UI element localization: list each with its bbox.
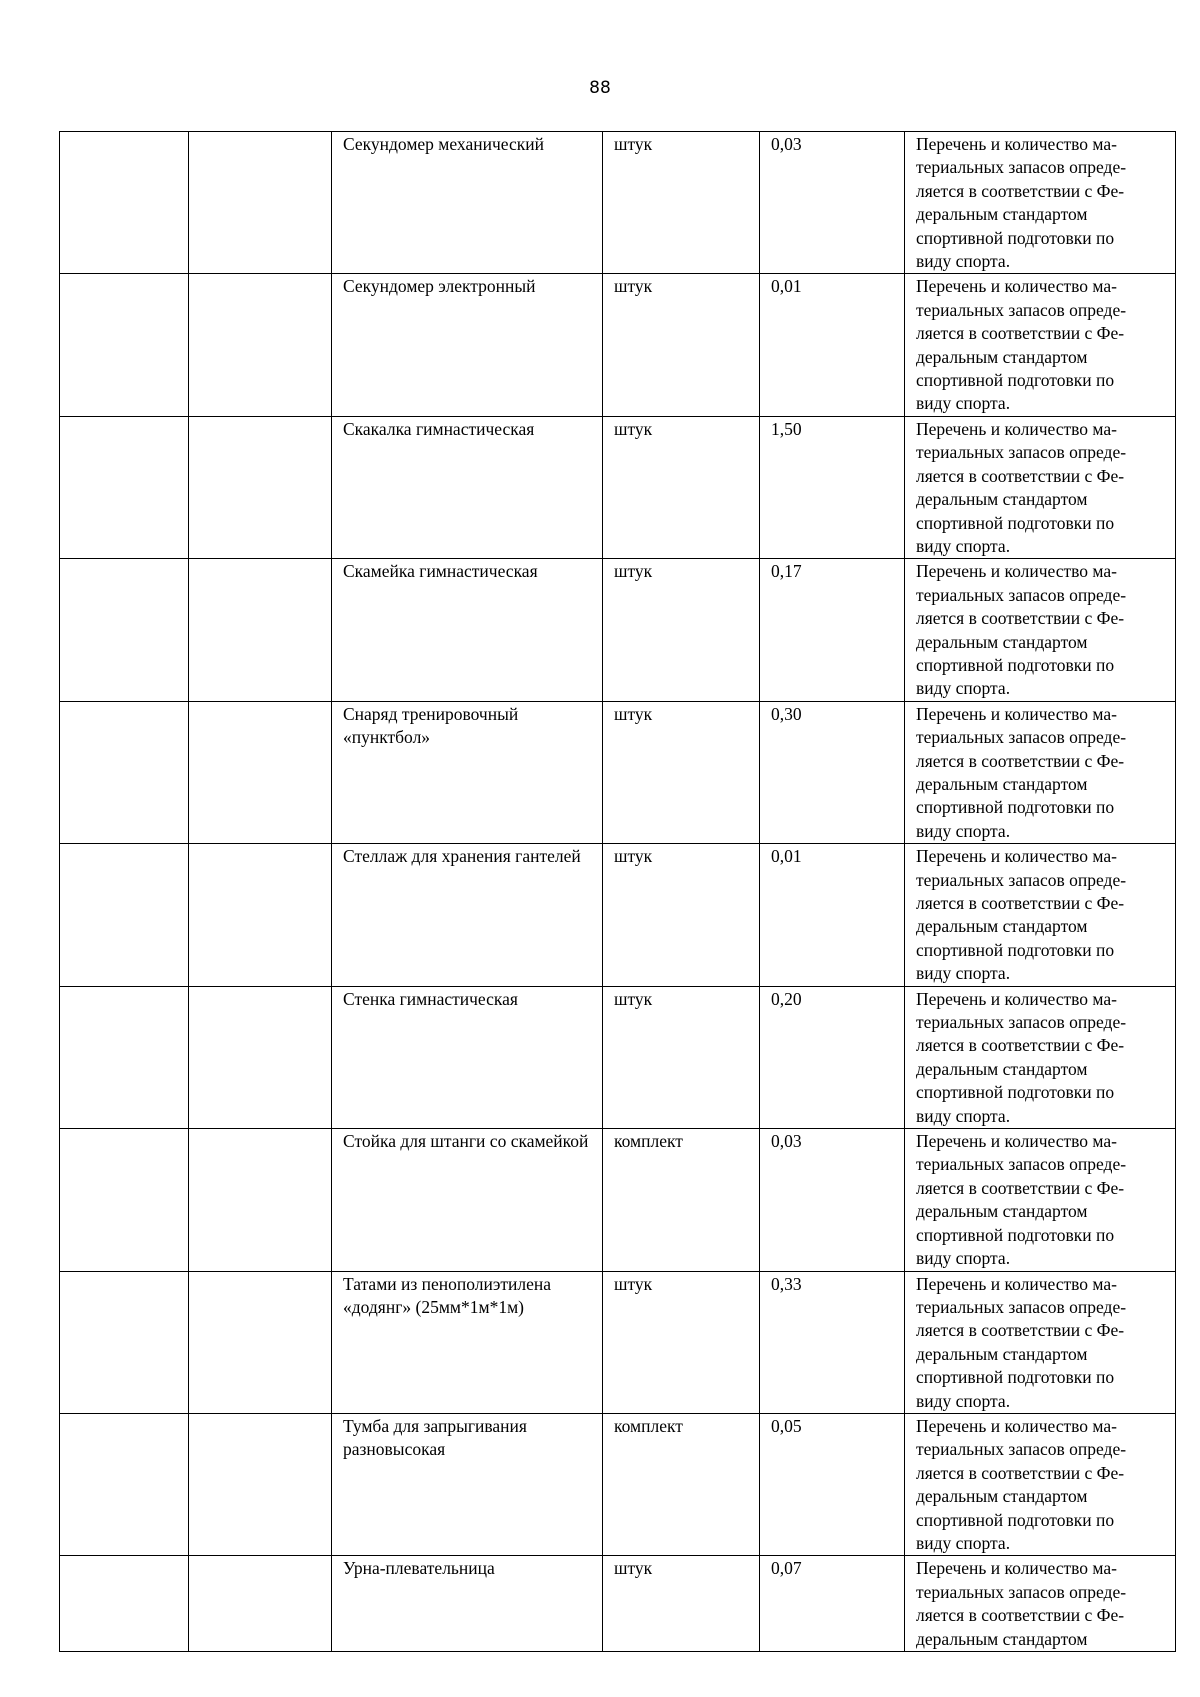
note-line: спортивной подготовки по bbox=[916, 370, 1115, 391]
unit-cell: штук bbox=[603, 844, 760, 986]
note-line: виду спорта. bbox=[916, 963, 1011, 984]
note-line: виду спорта. bbox=[916, 1105, 1011, 1126]
note-line: спортивной подготовки по bbox=[916, 797, 1115, 818]
note-line: виду спорта. bbox=[916, 1248, 1011, 1269]
unit-cell: комплект bbox=[603, 1129, 760, 1271]
quantity-cell: 1,50 bbox=[760, 416, 905, 558]
note-line: териальных запасов опреде- bbox=[916, 299, 1127, 320]
quantity-cell: 0,05 bbox=[760, 1413, 905, 1555]
note-line: Перечень и количество ма- bbox=[916, 703, 1117, 724]
note-cell bbox=[905, 844, 1176, 986]
note-cell bbox=[905, 274, 1176, 416]
empty-cell-1 bbox=[60, 416, 189, 558]
empty-cell-1 bbox=[60, 559, 189, 701]
note-line: спортивной подготовки по bbox=[916, 1367, 1115, 1388]
empty-cell-1 bbox=[60, 986, 189, 1128]
note-cell bbox=[905, 1413, 1176, 1555]
quantity-cell: 0,30 bbox=[760, 701, 905, 843]
quantity-cell: 0,03 bbox=[760, 132, 905, 274]
quantity-cell: 0,03 bbox=[760, 1129, 905, 1271]
note-line: деральным стандартом bbox=[916, 204, 1088, 225]
note-line: спортивной подготовки по bbox=[916, 1082, 1115, 1103]
table-row bbox=[60, 1556, 1176, 1652]
empty-cell-1 bbox=[60, 274, 189, 416]
note-line: спортивной подготовки по bbox=[916, 1224, 1115, 1245]
note-cell bbox=[905, 416, 1176, 558]
note-cell bbox=[905, 701, 1176, 843]
note-line: деральным стандартом bbox=[916, 346, 1088, 367]
note-line: ляется в соответствии с Фе- bbox=[916, 180, 1125, 201]
note-line: Перечень и количество ма- bbox=[916, 846, 1117, 867]
note-line: деральным стандартом bbox=[916, 1058, 1088, 1079]
empty-cell-2 bbox=[189, 1129, 332, 1271]
note-line: Перечень и количество ма- bbox=[916, 1415, 1117, 1436]
note-line: ляется в соответствии с Фе- bbox=[916, 1462, 1125, 1483]
item-name-cell: Тумба для запрыгивания разновысокая bbox=[332, 1413, 603, 1555]
table-row bbox=[60, 1129, 1176, 1271]
empty-cell-2 bbox=[189, 559, 332, 701]
empty-cell-2 bbox=[189, 274, 332, 416]
quantity-cell: 0,01 bbox=[760, 274, 905, 416]
quantity-cell: 0,07 bbox=[760, 1556, 905, 1652]
unit-cell: штук bbox=[603, 1271, 760, 1413]
unit-cell: штук bbox=[603, 559, 760, 701]
table-row bbox=[60, 416, 1176, 558]
note-line: виду спорта. bbox=[916, 1390, 1011, 1411]
note-line: териальных запасов опреде- bbox=[916, 1296, 1127, 1317]
note-line: виду спорта. bbox=[916, 251, 1011, 272]
unit-cell: штук bbox=[603, 416, 760, 558]
page-number: 88 bbox=[589, 78, 611, 98]
table-row bbox=[60, 559, 1176, 701]
note-line: деральным стандартом bbox=[916, 1343, 1088, 1364]
empty-cell-2 bbox=[189, 416, 332, 558]
note-line: Перечень и количество ма- bbox=[916, 1273, 1117, 1294]
note-line: деральным стандартом bbox=[916, 631, 1088, 652]
note-line: Перечень и количество ма- bbox=[916, 561, 1117, 582]
table-row bbox=[60, 1271, 1176, 1413]
note-line: териальных запасов опреде- bbox=[916, 584, 1127, 605]
quantity-cell: 0,17 bbox=[760, 559, 905, 701]
item-name-cell: Стойка для штанги со скамейкой bbox=[332, 1129, 603, 1271]
note-line: спортивной подготовки по bbox=[916, 1509, 1115, 1530]
note-line: ляется в соответствии с Фе- bbox=[916, 323, 1125, 344]
table-row bbox=[60, 701, 1176, 843]
empty-cell-2 bbox=[189, 986, 332, 1128]
note-line: териальных запасов опреде- bbox=[916, 1439, 1127, 1460]
item-name-cell: Татами из пенополиэтилена «додянг» (25мм*1м*1м) bbox=[332, 1271, 603, 1413]
empty-cell-1 bbox=[60, 1413, 189, 1555]
note-cell bbox=[905, 1556, 1176, 1652]
note-line: деральным стандартом bbox=[916, 1486, 1088, 1507]
note-line: териальных запасов опреде- bbox=[916, 1581, 1127, 1602]
quantity-cell: 0,01 bbox=[760, 844, 905, 986]
empty-cell-1 bbox=[60, 1271, 189, 1413]
note-cell bbox=[905, 132, 1176, 274]
table-row bbox=[60, 274, 1176, 416]
note-cell bbox=[905, 986, 1176, 1128]
note-line: ляется в соответствии с Фе- bbox=[916, 750, 1125, 771]
empty-cell-2 bbox=[189, 1271, 332, 1413]
item-name-cell: Скамейка гимнастическая bbox=[332, 559, 603, 701]
note-line: виду спорта. bbox=[916, 393, 1011, 414]
note-line: териальных запасов опреде- bbox=[916, 1154, 1127, 1175]
note-cell bbox=[905, 1129, 1176, 1271]
note-line: ляется в соответствии с Фе- bbox=[916, 1605, 1125, 1626]
note-line: Перечень и количество ма- bbox=[916, 418, 1117, 439]
table-row bbox=[60, 986, 1176, 1128]
note-line: деральным стандартом bbox=[916, 1201, 1088, 1222]
note-line: спортивной подготовки по bbox=[916, 654, 1115, 675]
table-row bbox=[60, 1413, 1176, 1555]
item-name-cell: Стеллаж для хранения гантелей bbox=[332, 844, 603, 986]
table-body bbox=[60, 132, 1176, 1652]
empty-cell-1 bbox=[60, 1129, 189, 1271]
empty-cell-2 bbox=[189, 1556, 332, 1652]
item-name-cell: Стенка гимнастическая bbox=[332, 986, 603, 1128]
item-name-cell: Скакалка гимнастическая bbox=[332, 416, 603, 558]
note-cell bbox=[905, 559, 1176, 701]
note-line: виду спорта. bbox=[916, 1532, 1011, 1553]
note-line: ляется в соответствии с Фе- bbox=[916, 1320, 1125, 1341]
item-name-cell: Секундомер механический bbox=[332, 132, 603, 274]
note-line: виду спорта. bbox=[916, 535, 1011, 556]
note-line: ляется в соответствии с Фе- bbox=[916, 1035, 1125, 1056]
note-line: виду спорта. bbox=[916, 820, 1011, 841]
note-line: териальных запасов опреде- bbox=[916, 727, 1127, 748]
note-line: Перечень и количество ма- bbox=[916, 988, 1117, 1009]
note-line: спортивной подготовки по bbox=[916, 939, 1115, 960]
empty-cell-1 bbox=[60, 132, 189, 274]
item-name-cell: Урна-плевательница bbox=[332, 1556, 603, 1652]
empty-cell-2 bbox=[189, 132, 332, 274]
note-line: териальных запасов опреде- bbox=[916, 442, 1127, 463]
note-line: ляется в соответствии с Фе- bbox=[916, 893, 1125, 913]
equipment-table bbox=[59, 131, 1176, 1652]
empty-cell-2 bbox=[189, 844, 332, 986]
quantity-cell: 0,20 bbox=[760, 986, 905, 1128]
note-line: спортивной подготовки по bbox=[916, 512, 1115, 533]
note-line: Перечень и количество ма- bbox=[916, 1131, 1117, 1152]
empty-cell-1 bbox=[60, 844, 189, 986]
empty-cell-2 bbox=[189, 701, 332, 843]
note-line: спортивной подготовки по bbox=[916, 227, 1115, 248]
note-line: деральным стандартом bbox=[916, 489, 1088, 510]
note-line: териальных запасов опреде- bbox=[916, 869, 1127, 890]
empty-cell-1 bbox=[60, 1556, 189, 1652]
note-line: Перечень и количество ма- bbox=[916, 276, 1117, 297]
table-row bbox=[60, 132, 1176, 274]
note-line: териальных запасов опреде- bbox=[916, 1012, 1127, 1033]
note-cell bbox=[905, 1271, 1176, 1413]
unit-cell: штук bbox=[603, 986, 760, 1128]
empty-cell-2 bbox=[189, 1413, 332, 1555]
note-line: Перечень и количество ма- bbox=[916, 134, 1117, 154]
item-name-cell: Снаряд тренировочный «пунктбол» bbox=[332, 701, 603, 843]
unit-cell: штук bbox=[603, 132, 760, 274]
note-line: Перечень и количество ма- bbox=[916, 1558, 1117, 1579]
unit-cell: штук bbox=[603, 701, 760, 843]
unit-cell: штук bbox=[603, 1556, 760, 1652]
unit-cell: комплект bbox=[603, 1413, 760, 1555]
note-line: ляется в соответствии с Фе- bbox=[916, 608, 1125, 629]
note-line: ляется в соответствии с Фе- bbox=[916, 465, 1125, 486]
item-name-cell: Секундомер электронный bbox=[332, 274, 603, 416]
note-line: виду спорта. bbox=[916, 678, 1011, 699]
note-line: деральным стандартом bbox=[916, 1628, 1088, 1649]
note-line: деральным стандартом bbox=[916, 773, 1088, 794]
empty-cell-1 bbox=[60, 701, 189, 843]
note-line: териальных запасов опреде- bbox=[916, 157, 1127, 178]
table-row bbox=[60, 844, 1176, 986]
note-line: ляется в соответствии с Фе- bbox=[916, 1177, 1125, 1198]
quantity-cell: 0,33 bbox=[760, 1271, 905, 1413]
note-line: деральным стандартом bbox=[916, 916, 1088, 937]
unit-cell: штук bbox=[603, 274, 760, 416]
